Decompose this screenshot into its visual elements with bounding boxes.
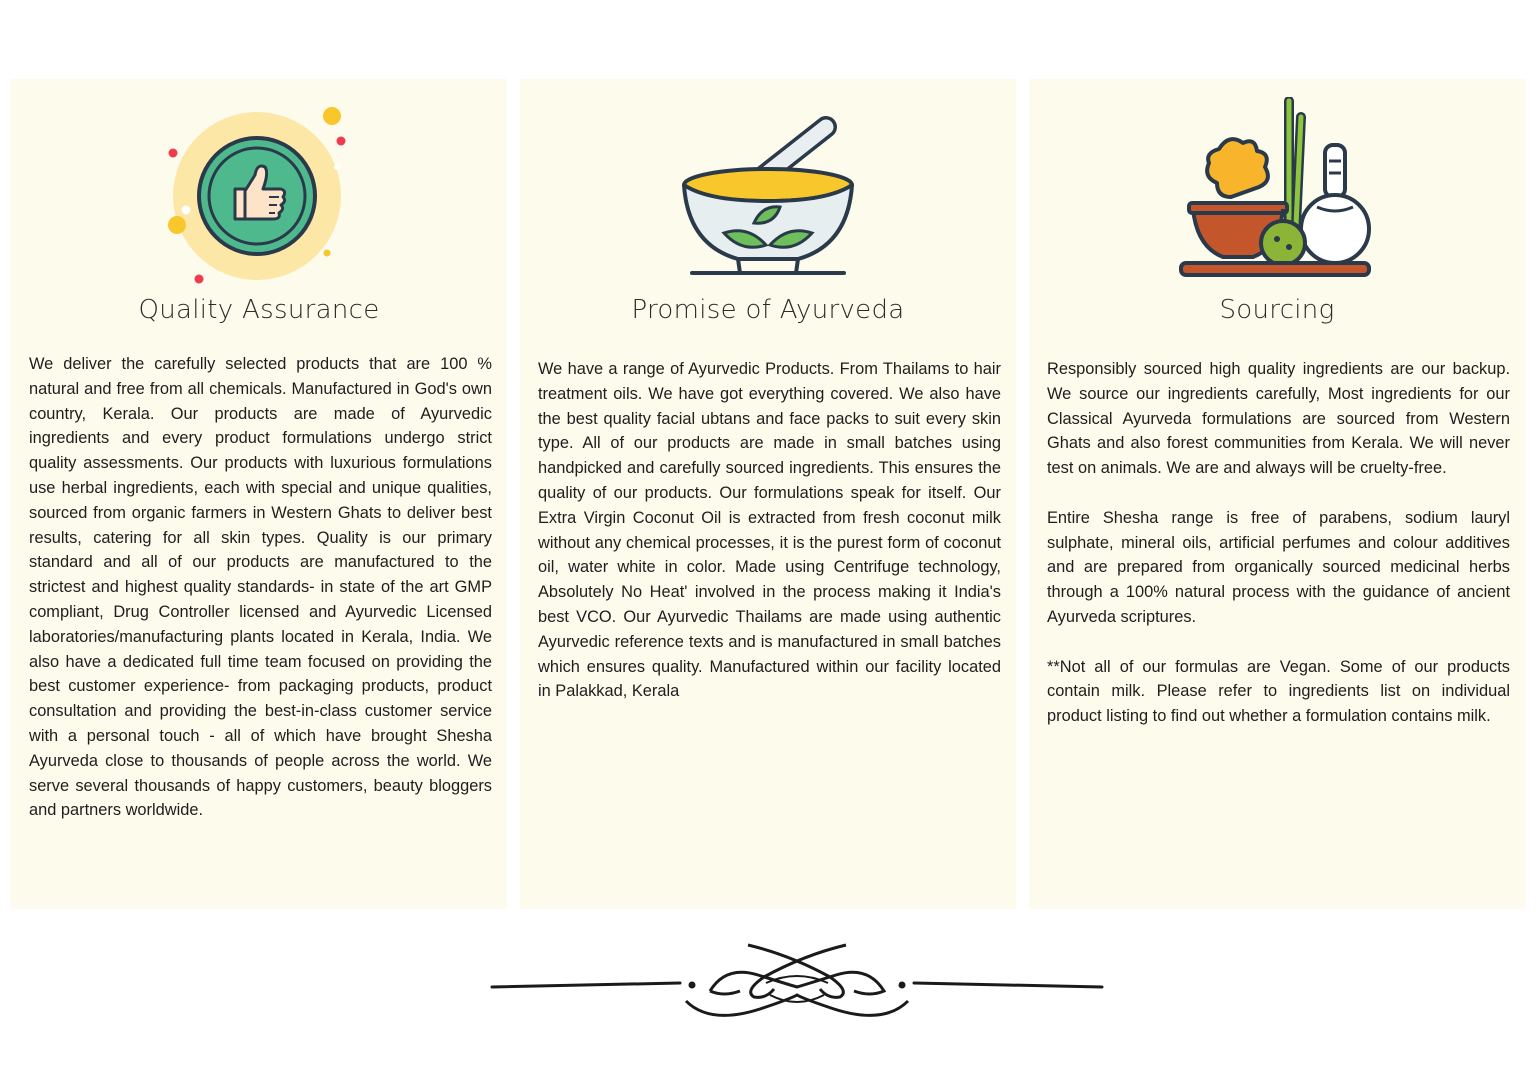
flourish-divider-icon bbox=[490, 935, 1104, 1025]
sourcing-card bbox=[1029, 79, 1525, 909]
herbs-sourcing-icon bbox=[1029, 97, 1525, 287]
card-paragraph: We deliver the carefully selected products that are 100 % natural and free from all chemicals. Manufactured in God's own country, Kerala. Our products are made of Ayurvedic ingredients and every product formulations undergo strict quality assessments. Our products with luxurious formulations use herbal ingredients, each with special and unique qualities, sourced from organic farmers in Western Ghats to deliver best results, catering for all skin types. Quality is our primary standard and all of our products are manufactured to the strictest and highest quality standards- in state of the art GMP compliant, Drug Controller licensed and Ayurvedic Licensed laboratories/manufacturing plants located in Kerala, India. We also have a dedicated full time team focused on providing the best customer experience- from packaging products, product consultation and providing the best-in-class customer service with a personal touch - all of which have brought Shesha Ayurveda close to thousands of people across the world. We serve several thousands of happy customers, beauty bloggers and partners worldwide. bbox=[29, 355, 492, 820]
card-paragraph: Entire Shesha range is free of parabens, sodium lauryl sulphate, mineral oils, artificial perfumes and colour additives and are prepared from organically sourced medicinal herbs through a 100% natural process with the guidance of ancient Ayurveda scriptures. bbox=[1047, 508, 1510, 626]
card-paragraph: Responsibly sourced high quality ingredients are our backup. We source our ingredients carefully, Most ingredients for our Classical Ayurveda formulations are sourced from Western Ghats and also forest communities from Kerala. We will never test on animals. We are and always will be cruelty-free. bbox=[1047, 360, 1510, 478]
card-body bbox=[1047, 357, 1510, 729]
card-body bbox=[29, 352, 492, 823]
card-body bbox=[538, 357, 1001, 704]
card-paragraph: **Not all of our formulas are Vegan. Some of our products contain milk. Please refer to ingredients list on individual product listing to find out whether a formulation contains milk. bbox=[1047, 657, 1510, 726]
card-paragraph: We have a range of Ayurvedic Products. From Thailams to hair treatment oils. We have got everything covered. We also have the best quality facial ubtans and face packs to suit every skin type. All of our products are made in small batches using handpicked and carefully sourced ingredients. This ensures the quality of our products. Our formulations speak for itself. Our Extra Virgin Coconut Oil is extracted from fresh coconut milk without any chemical processes, it is the purest form of coconut oil, water white in color. Made using Centrifuge technology, Absolutely No Heat' involved in the process making it India's best VCO. Our Ayurvedic Thailams are made using authentic Ayurvedic reference texts and is manufactured in small batches which ensures quality. Manufactured within our facility located in Palakkad, Kerala bbox=[538, 360, 1001, 701]
card-title: Promise of Ayurveda bbox=[631, 295, 905, 325]
thumbs-up-icon bbox=[11, 97, 507, 287]
mortar-pestle-icon bbox=[520, 97, 1016, 287]
quality-assurance-card bbox=[11, 79, 507, 909]
card-title: Quality Assurance bbox=[138, 295, 380, 325]
card-title: Sourcing bbox=[1219, 295, 1335, 325]
promise-of-ayurveda-card bbox=[520, 79, 1016, 909]
